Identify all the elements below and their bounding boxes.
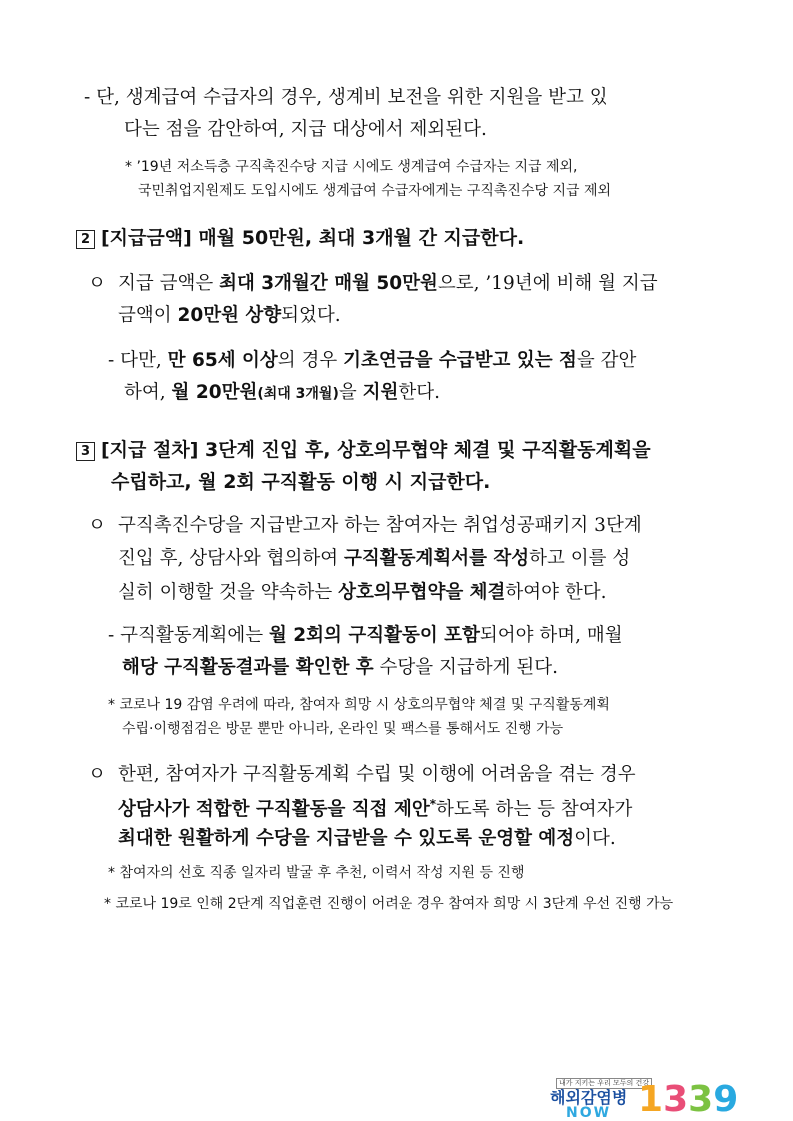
dash-item-line: - 다만, 만 65세 이상의 경우 기초연금을 수급받고 있는 점을 감안 — [108, 350, 637, 371]
hotline-1339-logo — [548, 1078, 739, 1121]
bullet-line: 한편, 참여자가 구직활동계획 수립 및 이행에 어려움을 겪는 경우 — [118, 764, 636, 785]
section-heading: 2 [지급금액] 매월 50만원, 최대 3개월 간 지급한다. — [76, 229, 524, 249]
footnote: * 참여자의 선호 직종 일자리 발굴 후 추천, 이력서 작성 지원 등 진행 — [108, 865, 525, 881]
footnote: * ’19년 저소득층 구직촉진수당 지급 시에도 생계급여 수급자는 지급 제외, — [125, 159, 578, 175]
dash-item-line: - 단, 생계급여 수급자의 경우, 생계비 보전을 위한 지원을 받고 있 — [84, 87, 608, 108]
logo-now: NOW — [566, 1105, 612, 1121]
section-heading: 수립하고, 월 2회 구직활동 이행 시 지급한다. — [111, 471, 491, 493]
footnote: 수립·이행점검은 방문 뿐만 아니라, 온라인 및 팩스를 통해서도 진행 가능 — [122, 721, 564, 737]
section-number-box: 3 — [76, 442, 95, 461]
bullet-marker: ㅇ — [88, 764, 106, 785]
bullet-line: 구직촉진수당을 지급받고자 하는 참여자는 취업성공패키지 3단계 — [118, 515, 642, 536]
logo-title: 해외감염병 — [550, 1088, 628, 1107]
bullet-line: 상담사가 적합한 구직활동을 직접 제안*하도록 하는 등 참여자가 — [118, 797, 633, 821]
logo-tagline: 내가 지키는 우리 모두의 건강 — [556, 1078, 652, 1089]
bullet-line: 금액이 20만원 상향되었다. — [118, 305, 341, 326]
bullet-line: 실히 이행할 것을 약속하는 상호의무협약을 체결하여야 한다. — [118, 582, 607, 603]
bullet-line: 진입 후, 상담사와 협의하여 구직활동계획서를 작성하고 이를 성 — [118, 548, 631, 569]
dash-item-line: 하여, 월 20만원(최대 3개월)을 지원한다. — [124, 382, 440, 403]
logo-number: 1339 — [638, 1079, 739, 1120]
bullet-line: 지급 금액은 최대 3개월간 매월 50만원으로, ’19년에 비해 월 지급 — [118, 273, 658, 294]
bullet-line: 최대한 원활하게 수당을 지급받을 수 있도록 운영할 예정이다. — [118, 828, 616, 849]
bullet-marker: ㅇ — [88, 273, 106, 294]
footnote: * 코로나 19 감염 우려에 따라, 참여자 희망 시 상호의무협약 체결 및 구직활동계획 — [108, 697, 610, 713]
dash-item-line: 해당 구직활동결과를 확인한 후 수당을 지급하게 된다. — [122, 657, 559, 678]
footnote: * 코로나 19로 인해 2단계 직업훈련 진행이 어려운 경우 참여자 희망 시 3단계 우선 진행 가능 — [104, 896, 674, 912]
bullet-marker: ㅇ — [88, 515, 106, 536]
section-number-box: 2 — [76, 230, 95, 249]
footnote: 국민취업지원제도 도입시에도 생계급여 수급자에게는 구직촉진수당 지급 제외 — [138, 183, 611, 199]
dash-item-line: - 구직활동계획에는 월 2회의 구직활동이 포함되어야 하며, 매월 — [108, 625, 623, 646]
section-heading: 3 [지급 절차] 3단계 진입 후, 상호의무협약 체결 및 구직활동계획을 — [76, 441, 651, 461]
dash-item-line: 다는 점을 감안하여, 지급 대상에서 제외된다. — [124, 119, 487, 140]
